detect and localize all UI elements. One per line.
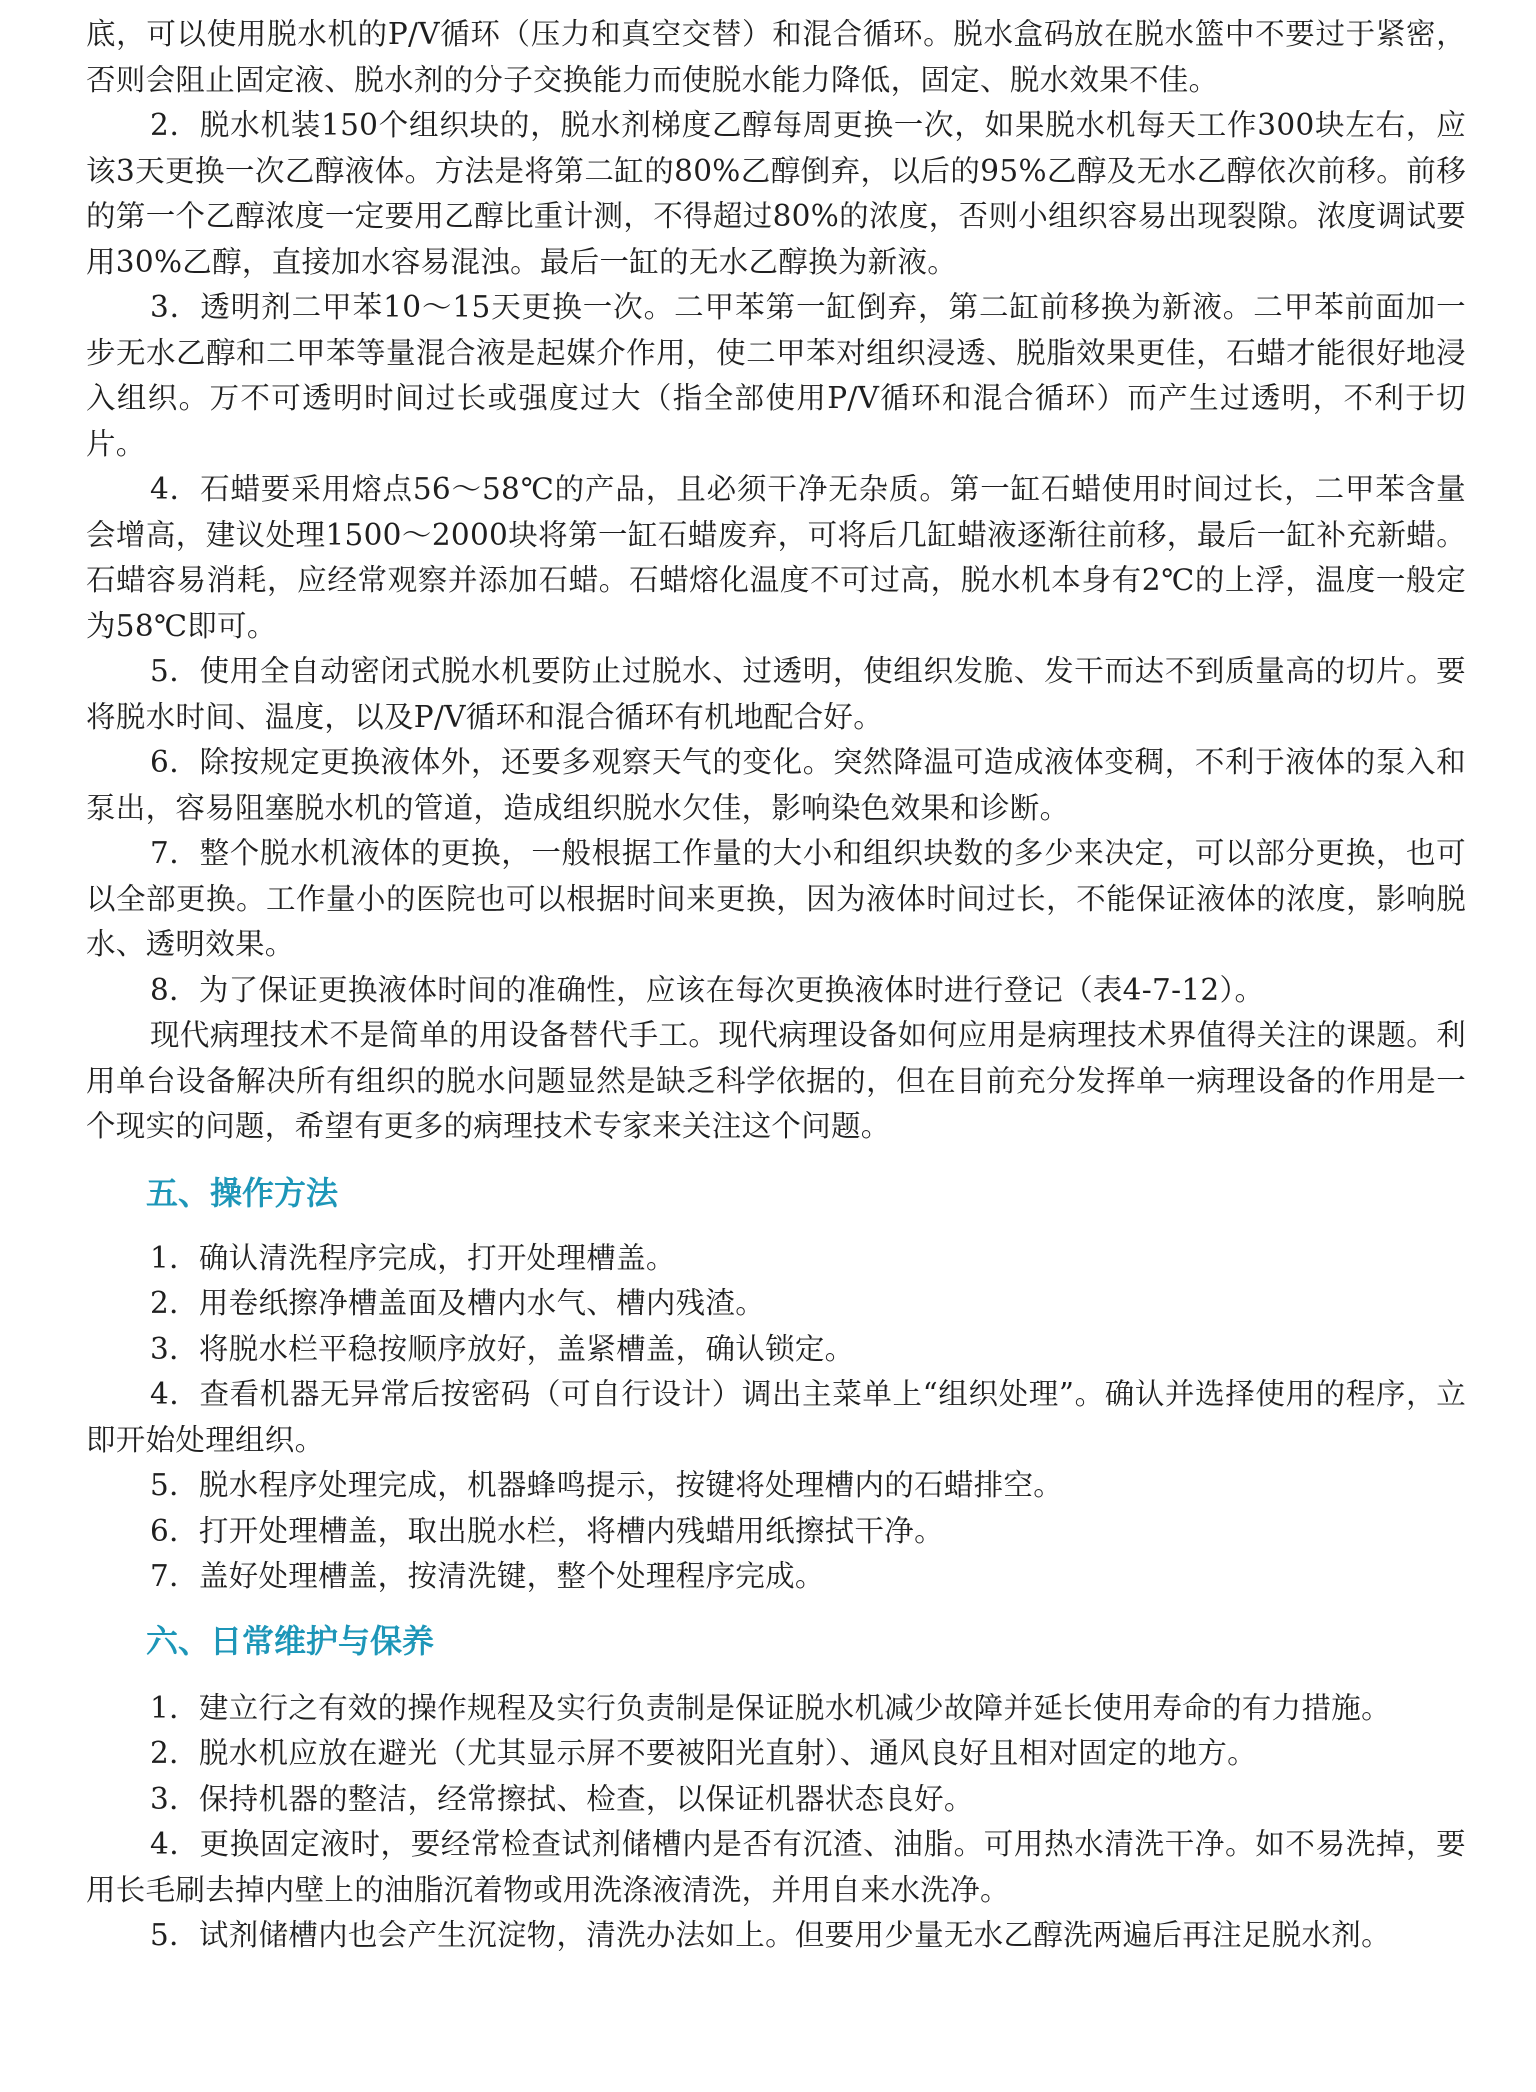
operation-step-7: 7．盖好处理槽盖，按清洗键，整个处理程序完成。: [150, 1559, 825, 1593]
maintenance-item-4: 4．更换固定液时，要经常检查试剂储槽内是否有沉渣、油脂。可用热水清洗干净。如不易洗掉，要用长毛刷去掉内壁上的油脂沉着物或用洗涤液清洗，并用自来水洗净。: [86, 1827, 1466, 1907]
paragraph-item-3: 3．透明剂二甲苯10～15天更换一次。二甲苯第一缸倒弃，第二缸前移换为新液。二甲苯前面加一步无水乙醇和二甲苯等量混合液是起媒介作用，使二甲苯对组织浸透、脱脂效果更佳，石蜡才能很好地浸入组织。万不可透明时间过长或强度过大（指全部使用P/V循环和混合循环）而产生过透明，不利于切片。: [86, 290, 1466, 461]
paragraph-item-6: 6．除按规定更换液体外，还要多观察天气的变化。突然降温可造成液体变稠，不利于液体的泵入和泵出，容易阻塞脱水机的管道，造成组织脱水欠佳，影响染色效果和诊断。: [86, 745, 1466, 825]
paragraph-item-4: 4．石蜡要采用熔点56～58℃的产品，且必须干净无杂质。第一缸石蜡使用时间过长，二甲苯含量会增高，建议处理1500～2000块将第一缸石蜡废弃，可将后几缸蜡液逐渐往前移，最后一缸补充新蜡。石蜡容易消耗，应经常观察并添加石蜡。石蜡熔化温度不可过高，脱水机本身有2℃的上浮，温度一般定为58℃即可。: [86, 472, 1466, 643]
operation-step-4: 4．查看机器无异常后按密码（可自行设计）调出主菜单上“组织处理”。确认并选择使用的程序，立即开始处理组织。: [86, 1377, 1466, 1457]
paragraph-item-7: 7．整个脱水机液体的更换，一般根据工作量的大小和组织块数的多少来决定，可以部分更换，也可以全部更换。工作量小的医院也可以根据时间来更换，因为液体时间过长，不能保证液体的浓度，影响脱水、透明效果。: [86, 836, 1466, 961]
operation-step-6: 6．打开处理槽盖，取出脱水栏，将槽内残蜡用纸擦拭干净。: [150, 1513, 944, 1548]
maintenance-item-3: 3．保持机器的整洁，经常擦拭、检查，以保证机器状态良好。: [150, 1781, 974, 1816]
operation-step-3: 3．将脱水栏平稳按顺序放好，盖紧槽盖，确认锁定。: [150, 1331, 855, 1366]
operation-step-2: 2．用卷纸擦净槽盖面及槽内水气、槽内残渣。: [150, 1286, 766, 1320]
document-page: [86, 12, 1466, 1959]
paragraph-continuation: 底，可以使用脱水机的P/V循环（压力和真空交替）和混合循环。脱水盒码放在脱水篮中不要过于紧密，否则会阻止固定液、脱水剂的分子交换能力而使脱水能力降低，固定、脱水效果不佳。: [86, 17, 1466, 97]
paragraph-item-2: 2．脱水机装150个组织块的，脱水剂梯度乙醇每周更换一次，如果脱水机每天工作300块左右，应该3天更换一次乙醇液体。方法是将第二缸的80%乙醇倒弃，以后的95%乙醇及无水乙醇依次前移。前移的第一个乙醇浓度一定要用乙醇比重计测，不得超过80%的浓度，否则小组织容易出现裂隙。浓度调试要用30%乙醇，直接加水容易混浊。最后一缸的无水乙醇换为新液。: [86, 108, 1466, 279]
paragraph-summary: 现代病理技术不是简单的用设备替代手工。现代病理设备如何应用是病理技术界值得关注的课题。利用单台设备解决所有组织的脱水问题显然是缺乏科学依据的，但在目前充分发挥单一病理设备的作用是一个现实的问题，希望有更多的病理技术专家来关注这个问题。: [86, 1018, 1466, 1143]
operation-step-1: 1．确认清洗程序完成，打开处理槽盖。: [150, 1240, 676, 1275]
maintenance-item-1: 1．建立行之有效的操作规程及实行负责制是保证脱水机减少故障并延长使用寿命的有力措施。: [150, 1690, 1391, 1725]
maintenance-item-5: 5．试剂储槽内也会产生沉淀物，清洗办法如上。但要用少量无水乙醇洗两遍后再注足脱水剂。: [150, 1918, 1391, 1952]
section-heading-operation-method: 五、操作方法: [146, 1173, 339, 1212]
paragraph-item-8: 8．为了保证更换液体时间的准确性，应该在每次更换液体时进行登记（表4-7-12）。: [150, 972, 1265, 1007]
paragraph-item-5: 5．使用全自动密闭式脱水机要防止过脱水、过透明，使组织发脆、发干而达不到质量高的切片。要将脱水时间、温度，以及P/V循环和混合循环有机地配合好。: [86, 654, 1466, 734]
section-heading-maintenance: 六、日常维护与保养: [146, 1621, 435, 1660]
operation-step-5: 5．脱水程序处理完成，机器蜂鸣提示，按键将处理槽内的石蜡排空。: [150, 1468, 1064, 1502]
maintenance-item-2: 2．脱水机应放在避光（尤其显示屏不要被阳光直射）、通风良好且相对固定的地方。: [150, 1736, 1257, 1770]
